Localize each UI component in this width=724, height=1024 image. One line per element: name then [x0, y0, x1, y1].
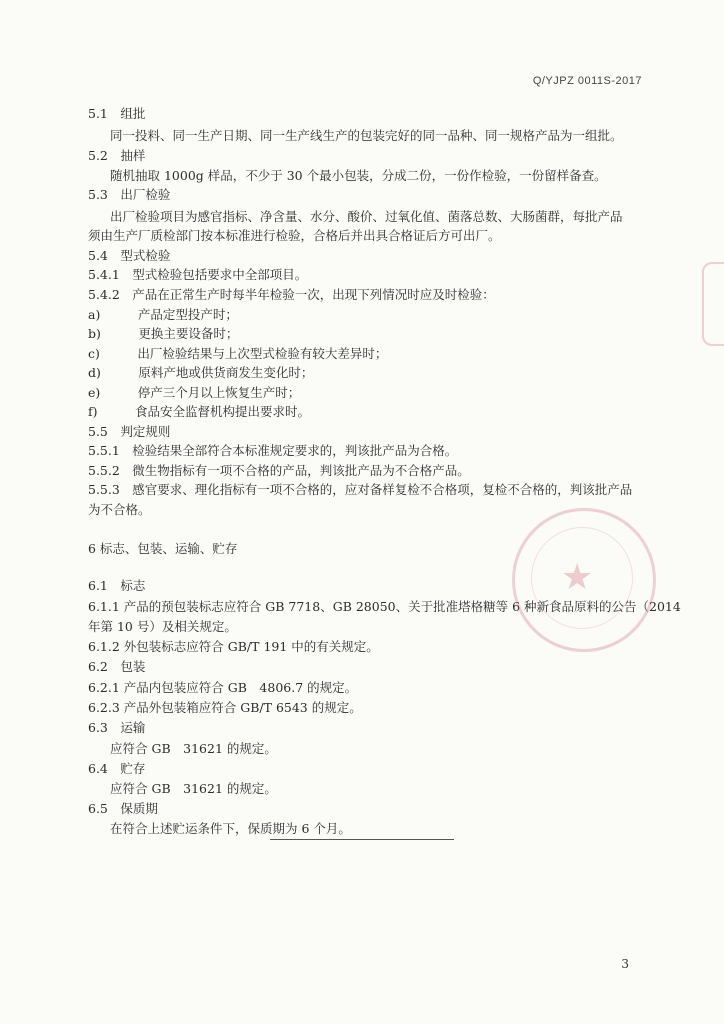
section-5-4-2: 5.4.2 产品在正常生产时每半年检验一次，出现下列情况时应及时检验：: [88, 287, 495, 302]
section-6-4-heading: 6.4 贮存: [88, 761, 146, 776]
section-6-5-text: 在符合上述贮运条件下，保质期为 6 个月。: [110, 821, 351, 836]
section-5-4-heading: 5.4 型式检验: [88, 248, 171, 263]
section-5-3-text-1: 出厂检验项目为感官指标、净含量、水分、酸价、过氧化值、菌落总数、大肠菌群，每批产品: [110, 209, 623, 224]
section-6-4-text: 应符合 GB 31621 的规定。: [110, 781, 277, 796]
list-item-d: d) 原料产地或供货商发生变化时；: [88, 365, 314, 380]
section-6-1-1-line-2: 年第 10 号）及相关规定。: [88, 619, 237, 634]
company-seal-stamp: [512, 508, 656, 652]
section-5-1-text: 同一投料、同一生产日期、同一生产线生产的包装完好的同一品种、同一规格产品为一组批。: [110, 128, 623, 143]
seal-star-icon: ★: [561, 557, 594, 598]
section-6-1-2: 6.1.2 外包装标志应符合 GB/T 191 中的有关规定。: [88, 639, 379, 654]
list-item-a: a) 产品定型投产时；: [88, 307, 238, 322]
standard-code: Q/YJPZ 0011S-2017: [532, 75, 642, 87]
section-5-3-heading: 5.3 出厂检验: [88, 187, 171, 202]
chapter-6-heading: 6 标志、包装、运输、贮存: [88, 541, 238, 556]
section-5-2-heading: 5.2 抽样: [88, 148, 146, 163]
section-5-2-text: 随机抽取 1000g 样品，不少于 30 个最小包装，分成二份，一份作检验，一份留样备查。: [110, 168, 607, 183]
list-item-f: f) 食品安全监督机构提出要求时。: [88, 404, 311, 419]
section-5-5-3-line-2: 为不合格。: [88, 502, 151, 517]
section-6-2-3: 6.2.3 产品外包装箱应符合 GB/T 6543 的规定。: [88, 700, 362, 715]
list-item-c: c) 出厂检验结果与上次型式检验有较大差异时；: [88, 346, 388, 361]
section-5-3-text-2: 须由生产厂质检部门按本标准进行检验，合格后并出具合格证后方可出厂。: [88, 228, 501, 243]
list-item-b: b) 更换主要设备时；: [88, 326, 239, 341]
section-6-3-heading: 6.3 运输: [88, 720, 146, 735]
section-6-2-heading: 6.2 包装: [88, 659, 146, 674]
section-5-5-3-line-1: 5.5.3 感官要求、理化指标有一项不合格的，应对备样复检不合格项，复检不合格的，判该批产品: [88, 482, 633, 497]
section-6-3-text: 应符合 GB 31621 的规定。: [110, 741, 277, 756]
side-seal-mark: [702, 262, 724, 346]
section-5-4-1: 5.4.1 型式检验包括要求中全部项目。: [88, 267, 308, 282]
section-6-2-1: 6.2.1 产品内包装应符合 GB 4806.7 的规定。: [88, 680, 358, 695]
page-number: 3: [621, 957, 629, 971]
section-6-1-1-line-1: 6.1.1 产品的预包装标志应符合 GB 7718、GB 28050、关于批准塔格糖等 6 种新食品原料的公告（2014: [88, 599, 681, 614]
section-6-1-heading: 6.1 标志: [88, 578, 146, 593]
list-item-e: e) 停产三个月以上恢复生产时；: [88, 385, 301, 400]
section-5-5-2: 5.5.2 微生物指标有一项不合格的产品，判该批产品为不合格产品。: [88, 463, 470, 478]
section-5-5-1: 5.5.1 检验结果全部符合本标准规定要求的，判该批产品为合格。: [88, 443, 458, 458]
section-6-5-heading: 6.5 保质期: [88, 801, 158, 816]
end-divider: [270, 839, 454, 840]
section-5-5-heading: 5.5 判定规则: [88, 424, 171, 439]
section-5-1-heading: 5.1 组批: [88, 106, 146, 121]
